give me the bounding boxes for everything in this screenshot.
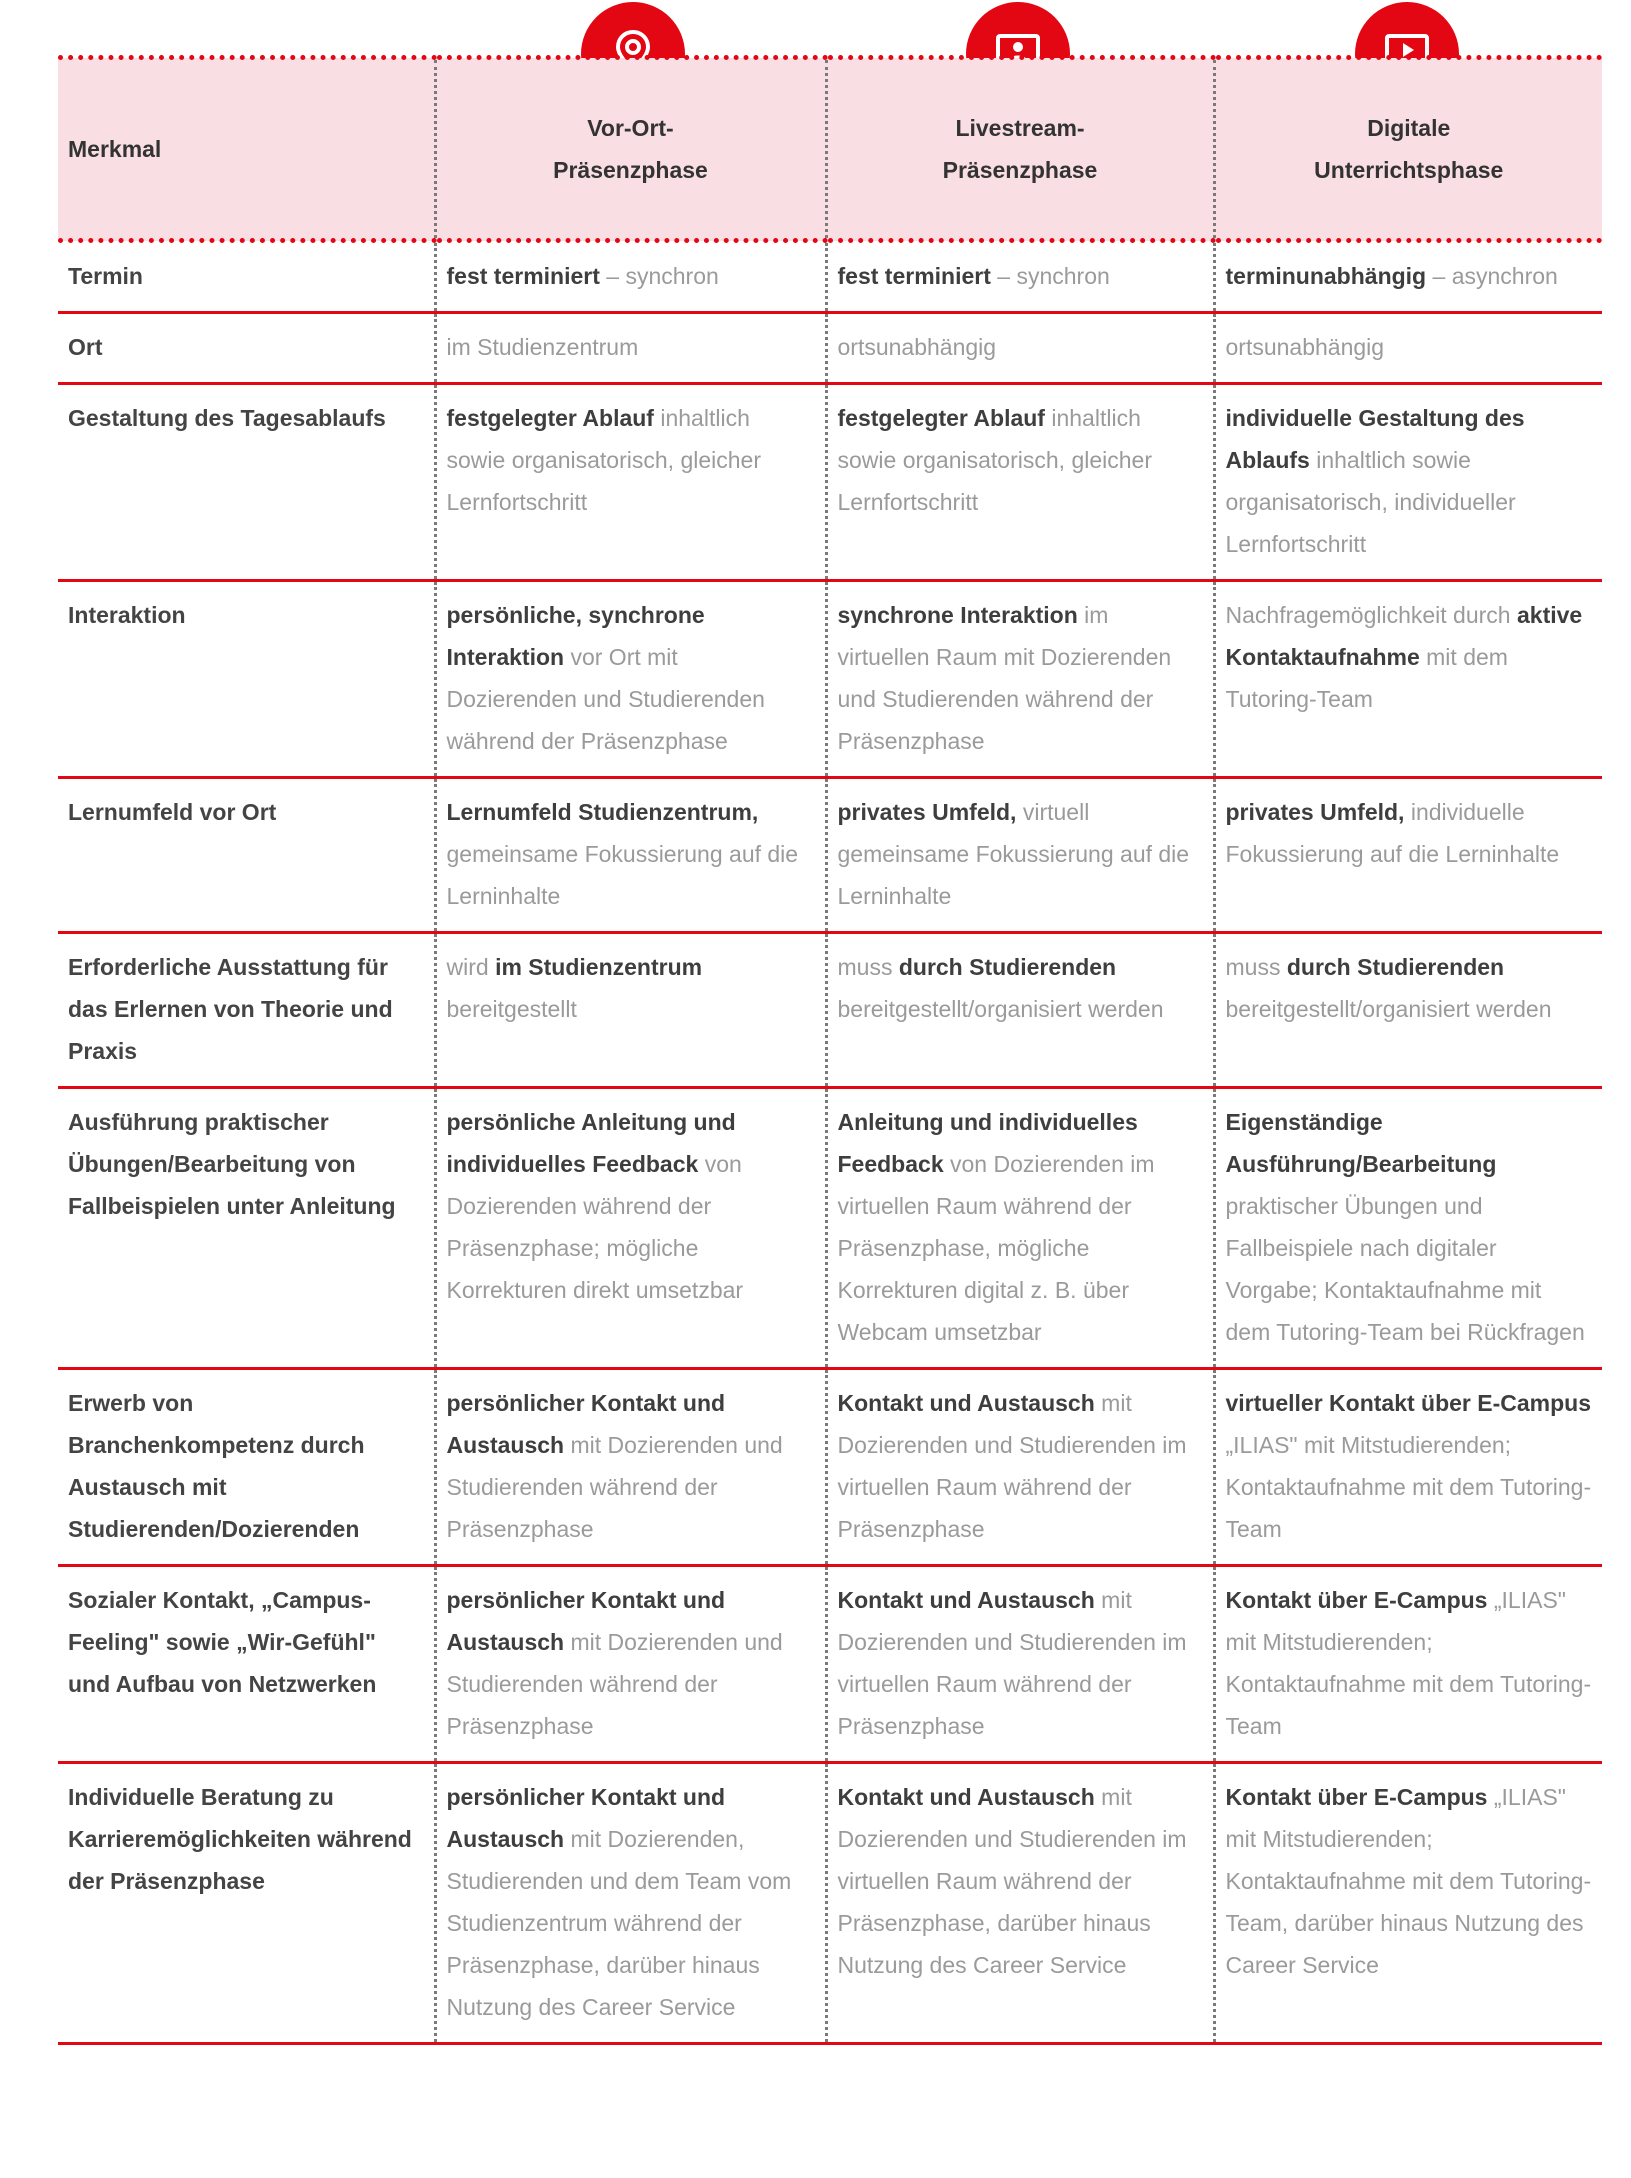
cell-c1 [435,581,826,778]
cell-text: bereitgestellt/organisiert werden [1225,996,1552,1022]
cell-c3 [1214,1566,1602,1763]
table-row [58,1763,1602,2044]
header-vor-ort [435,58,826,241]
cell-text: wird [446,954,496,980]
table-row [58,1369,1602,1566]
cell-emphasis: festgelegter Ablauf [837,405,1045,431]
cell-text: ortsunabhängig [1225,334,1385,360]
cell-emphasis: persönliche Anleitung und individuelles Feedback [446,1109,736,1177]
table-row [58,778,1602,933]
row-label: Erforderliche Ausstattung für das Erlernen von Theorie und Praxis [58,933,435,1088]
cell-text: inhaltlich sowie organisatorisch, individueller Lernfortschritt [1225,447,1516,557]
cell-emphasis: Anleitung und individuelles Feedback [837,1109,1138,1177]
comparison-table [58,55,1602,2045]
header-vor-ort-label: Vor-Ort-Präsenzphase [553,115,708,183]
cell-text: „ILIAS" mit Mitstudierenden; Kontaktaufnahme mit dem Tutoring-Team, darüber hinaus Nutzung des Career Service [1225,1784,1592,1978]
cell-c2 [826,1763,1214,2044]
row-label: Termin [58,241,435,313]
cell-emphasis: festgelegter Ablauf [446,405,654,431]
cell-emphasis: Eigenständige Ausführung/Bearbeitung [1225,1109,1497,1177]
cell-text: mit Dozierenden und Studierenden während der Präsenzphase [446,1629,783,1739]
row-label: Individuelle Beratung zu Karrieremöglichkeiten während der Präsenzphase [58,1763,435,2044]
table-row [58,241,1602,313]
cell-emphasis: Kontakt und Austausch [837,1390,1095,1416]
cell-text: mit dem Tutoring-Team [1225,644,1508,712]
table-row [58,933,1602,1088]
cell-c2 [826,778,1214,933]
cell-text: bereitgestellt/organisiert werden [837,996,1164,1022]
cell-emphasis: synchrone Interaktion [837,602,1078,628]
cell-c1 [435,778,826,933]
cell-emphasis: aktive Kontaktaufnahme [1225,602,1583,670]
cell-emphasis: privates Umfeld, [837,799,1017,825]
cell-c3 [1214,1088,1602,1369]
header-merkmal: Merkmal [58,58,435,241]
row-label: Lernumfeld vor Ort [58,778,435,933]
row-label: Ort [58,313,435,384]
cell-c3 [1214,313,1602,384]
cell-emphasis: im Studienzentrum [495,954,703,980]
row-label: Sozialer Kontakt, „Campus-Feeling" sowie „Wir-Gefühl" und Aufbau von Netzwerken [58,1566,435,1763]
cell-c1 [435,1763,826,2044]
cell-c3 [1214,384,1602,581]
cell-text: mit Dozierenden und Studierenden im virtuellen Raum während der Präsenzphase [837,1587,1187,1739]
cell-text: praktischer Übungen und Fallbeispiele nach digitaler Vorgabe; Kontaktaufnahme mit dem Tutoring-Team bei Rückfragen [1225,1193,1585,1345]
cell-text: von Dozierenden während der Präsenzphase; mögliche Korrekturen direkt umsetzbar [446,1151,744,1303]
cell-text: – synchron [990,263,1110,289]
cell-emphasis: Kontakt über E-Campus [1225,1784,1488,1810]
cell-text: virtuell gemeinsame Fokussierung auf die Lerninhalte [837,799,1190,909]
row-label: Interaktion [58,581,435,778]
header-livestream-label: Livestream-Präsenzphase [942,115,1098,183]
cell-text: Nachfragemöglichkeit durch [1225,602,1517,628]
table-row [58,581,1602,778]
cell-emphasis: persönlicher Kontakt und Austausch [446,1587,726,1655]
cell-text: mit Dozierenden, Studierenden und dem Team vom Studienzentrum während der Präsenzphase, darüber hinaus Nutzung des Career Service [446,1826,792,2020]
cell-text: – asynchron [1426,263,1558,289]
cell-text: muss [1225,954,1287,980]
table-header-row [58,58,1602,241]
cell-c1 [435,1566,826,1763]
cell-text: inhaltlich sowie organisatorisch, gleicher Lernfortschritt [446,405,761,515]
cell-c1 [435,384,826,581]
cell-c2 [826,1369,1214,1566]
table-row [58,384,1602,581]
cell-emphasis: fest terminiert [837,263,991,289]
table-row [58,313,1602,384]
cell-emphasis: privates Umfeld, [1225,799,1405,825]
table-row [58,1566,1602,1763]
table-body [58,241,1602,2044]
table-row [58,1088,1602,1369]
cell-text: „ILIAS" mit Mitstudierenden; Kontaktaufnahme mit dem Tutoring-Team [1225,1432,1592,1542]
cell-text: vor Ort mit Dozierenden und Studierenden während der Präsenzphase [446,644,765,754]
header-digital [1214,58,1602,241]
cell-c2 [826,384,1214,581]
cell-emphasis: Kontakt und Austausch [837,1587,1095,1613]
cell-emphasis: durch Studierenden [898,954,1117,980]
cell-emphasis: Kontakt über E-Campus [1225,1587,1488,1613]
cell-c2 [826,313,1214,384]
cell-text: „ILIAS" mit Mitstudierenden; Kontaktaufnahme mit dem Tutoring-Team [1225,1587,1592,1739]
cell-text: von Dozierenden im virtuellen Raum während der Präsenzphase, mögliche Korrekturen digital z. B. über Webcam umsetzbar [837,1151,1155,1345]
row-label: Gestaltung des Tagesablaufs [58,384,435,581]
cell-c1 [435,1088,826,1369]
cell-emphasis: Kontakt und Austausch [837,1784,1095,1810]
cell-emphasis: persönlicher Kontakt und Austausch [446,1784,726,1852]
cell-emphasis: individuelle Gestaltung des Ablaufs [1225,405,1525,473]
row-label: Erwerb von Branchenkompetenz durch Austausch mit Studierenden/Dozierenden [58,1369,435,1566]
cell-emphasis: persönliche, synchrone Interaktion [446,602,705,670]
cell-c1 [435,313,826,384]
cell-emphasis: persönlicher Kontakt und Austausch [446,1390,726,1458]
cell-c3 [1214,1763,1602,2044]
cell-text: bereitgestellt [446,996,577,1022]
cell-text: gemeinsame Fokussierung auf die Lerninhalte [446,841,799,909]
cell-text: im Studienzentrum [446,334,639,360]
cell-emphasis: terminunabhängig [1225,263,1427,289]
cell-c1 [435,241,826,313]
cell-text: mit Dozierenden und Studierenden im virtuellen Raum während der Präsenzphase [837,1390,1187,1542]
header-livestream [826,58,1214,241]
row-label: Ausführung praktischer Übungen/Bearbeitung von Fallbeispielen unter Anleitung [58,1088,435,1369]
cell-emphasis: fest terminiert [446,263,600,289]
cell-text: inhaltlich sowie organisatorisch, gleicher Lernfortschritt [837,405,1152,515]
cell-text: im virtuellen Raum mit Dozierenden und Studierenden während der Präsenzphase [837,602,1172,754]
cell-text: ortsunabhängig [837,334,997,360]
cell-emphasis: durch Studierenden [1286,954,1505,980]
cell-text: – synchron [599,263,719,289]
cell-c3 [1214,933,1602,1088]
cell-c2 [826,241,1214,313]
cell-c3 [1214,778,1602,933]
cell-c3 [1214,1369,1602,1566]
cell-c3 [1214,241,1602,313]
cell-text: mit Dozierenden und Studierenden während der Präsenzphase [446,1432,783,1542]
cell-c3 [1214,581,1602,778]
cell-c1 [435,1369,826,1566]
cell-emphasis: virtueller Kontakt über E-Campus [1225,1390,1592,1416]
header-digital-label: Digitale Unterrichtsphase [1314,115,1504,183]
cell-text: muss [837,954,899,980]
cell-text: mit Dozierenden und Studierenden im virtuellen Raum während der Präsenzphase, darüber hinaus Nutzung des Career Service [837,1784,1187,1978]
cell-text: individuelle Fokussierung auf die Lerninhalte [1225,799,1560,867]
cell-c2 [826,1566,1214,1763]
cell-c1 [435,933,826,1088]
cell-emphasis: Lernumfeld Studienzentrum, [446,799,759,825]
cell-c2 [826,581,1214,778]
cell-c2 [826,933,1214,1088]
cell-c2 [826,1088,1214,1369]
